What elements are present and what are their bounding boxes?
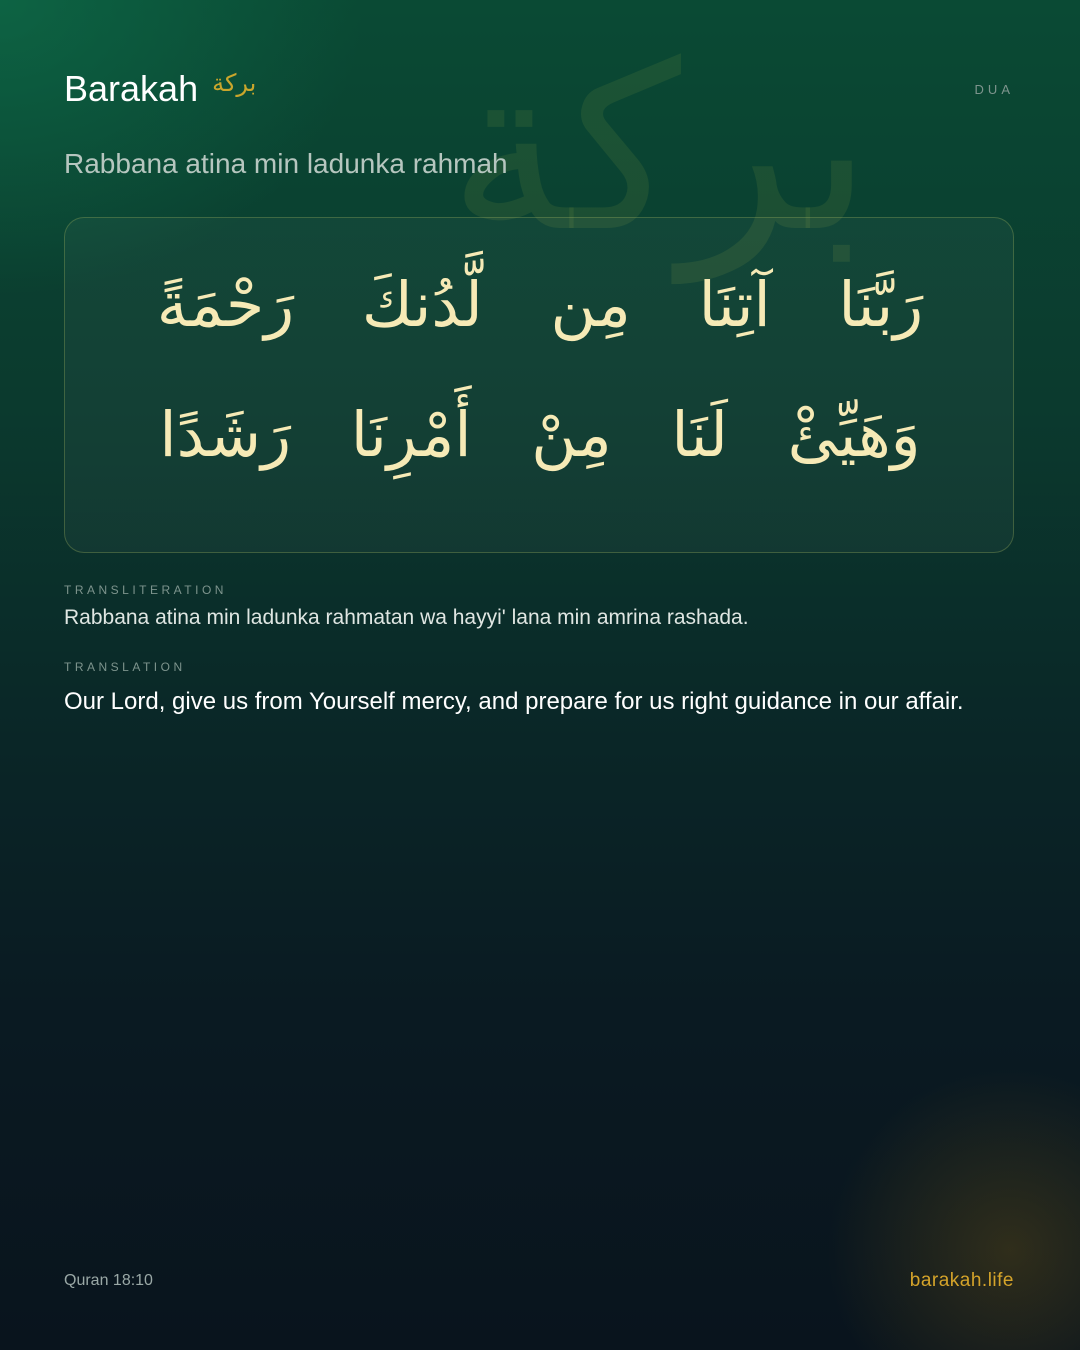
site-link[interactable]: barakah.life (909, 1270, 1014, 1291)
brand (64, 66, 256, 112)
arabic-line-1: رَبَّنَا آتِنَا مِن لَّدُنكَ رَحْمَةً (156, 268, 924, 341)
quran-reference: Quran 18:10 (64, 1272, 153, 1289)
category-label: DUA (974, 82, 1014, 97)
brand-name: Barakah (64, 68, 199, 109)
translation-label: TRANSLATION (64, 660, 186, 674)
arabic-card (64, 217, 1014, 553)
transliteration-text: Rabbana atina min ladunka rahmatan wa hayyi' lana min amrina rashada. (64, 606, 749, 629)
brand-watermark: بركة (448, 16, 872, 283)
translation-text: Our Lord, give us from Yourself mercy, and prepare for us right guidance in our affair. (64, 688, 964, 715)
transliteration-label: TRANSLITERATION (64, 583, 227, 597)
brand-arabic: بركة (212, 69, 257, 97)
arabic-line-2: وَهَيِّئْ لَنَا مِنْ أَمْرِنَا رَشَدًا (159, 398, 921, 471)
dua-title: Rabbana atina min ladunka rahmah (64, 148, 508, 179)
